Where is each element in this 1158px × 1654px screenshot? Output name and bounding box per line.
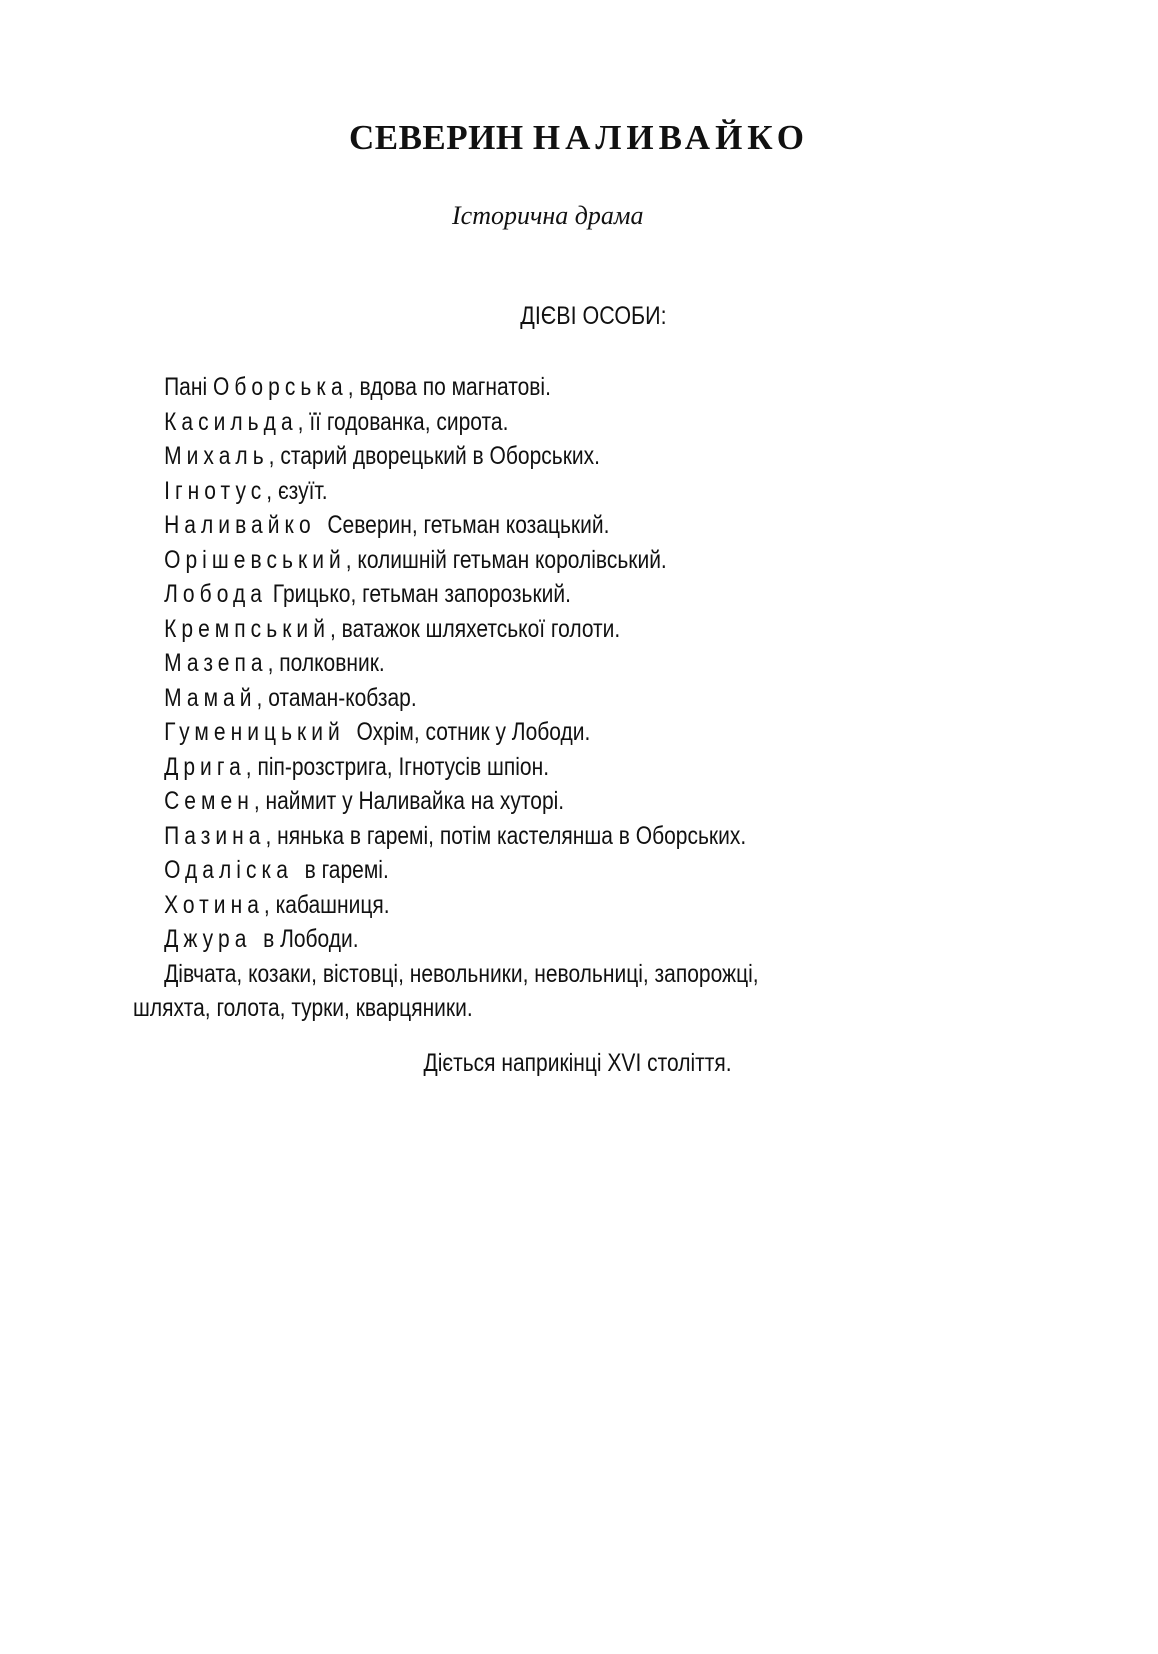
character-name: Касильда [164, 407, 298, 436]
character-description: , полковник. [267, 649, 385, 677]
cast-list-item [133, 612, 889, 647]
cast-list-item [133, 508, 889, 543]
cast-list-item [133, 784, 889, 819]
character-description: , її годованка, сирота. [297, 407, 509, 436]
character-title: Пані [164, 373, 213, 401]
character-name: Оборська [212, 373, 348, 401]
character-description: , отаман-кобзар. [256, 683, 417, 712]
character-description: , кабашниця. [263, 890, 390, 919]
cast-list-item [133, 439, 889, 474]
character-name: Михаль [164, 442, 269, 470]
cast-list-item [133, 922, 889, 957]
character-name: Пазина [164, 821, 266, 850]
character-description: , старий дворецький в Оборських. [268, 442, 600, 470]
character-description: , наймит у Наливайка на хуторі. [253, 787, 565, 815]
cast-list-item [133, 405, 889, 440]
cast-list-item [133, 370, 889, 405]
cast-list-item [133, 853, 889, 888]
character-description: , нянька в гаремі, потім кастелянша в Оборських. [265, 821, 747, 850]
extras-line: Дівчата, козаки, вістовці, невольники, невольниці, запорожці, [164, 959, 759, 988]
cast-list-item [133, 681, 889, 716]
character-name: Лобода [164, 580, 267, 608]
character-description: Грицько, гетьман запорозький. [266, 580, 571, 608]
play-title [0, 116, 1158, 160]
dramatis-personae-heading: ДІЄВІ ОСОБИ: [520, 302, 667, 330]
character-name: Дрига [164, 752, 246, 781]
character-name: Ігнотус [164, 476, 267, 505]
character-description: , піп-розстрига, Ігнотусів шпіон. [245, 752, 550, 781]
cast-list-item [133, 543, 889, 578]
character-name: Джура [164, 925, 252, 953]
cast-list-item [133, 819, 889, 854]
setting-note: Діється наприкінці XVI століття. [423, 1049, 732, 1077]
character-name: Орішевський [164, 545, 346, 574]
cast-list-item [133, 646, 889, 681]
character-name: Одаліска [164, 856, 293, 884]
character-description: , ватажок шляхетської голоти. [329, 614, 621, 643]
extras-line-continuation: шляхта, голота, турки, кварцяники. [133, 994, 473, 1022]
character-description: в Лободи. [251, 925, 359, 953]
character-description: Охрім, сотник у Лободи. [344, 718, 591, 746]
character-name: Гуменицький [164, 718, 345, 746]
character-description: , вдова по магнатові. [347, 373, 551, 401]
cast-list-item [133, 474, 889, 509]
cast-list-item [133, 715, 889, 750]
cast-list [133, 370, 1033, 1026]
character-name: Наливайко [164, 511, 316, 539]
character-name: Хотина [164, 890, 264, 919]
character-description: в гаремі. [292, 856, 389, 884]
title-surname: НАЛИВАЙКО [532, 118, 810, 157]
cast-list-item [133, 888, 889, 923]
character-description: , колишній гетьман королівський. [345, 545, 667, 574]
character-name: Мамай [164, 683, 257, 712]
play-genre-subtitle: Історична драма [452, 201, 644, 230]
character-description: Северин, гетьман козацький. [315, 511, 610, 539]
character-name: Мазепа [164, 649, 268, 677]
cast-list-item [133, 750, 889, 785]
title-first-name: СЕВЕРИН [348, 118, 524, 157]
cast-list-item [133, 577, 889, 612]
character-name: Кремпський [164, 614, 330, 643]
character-description: , єзуїт. [266, 476, 328, 505]
character-name: Семен [164, 787, 254, 815]
